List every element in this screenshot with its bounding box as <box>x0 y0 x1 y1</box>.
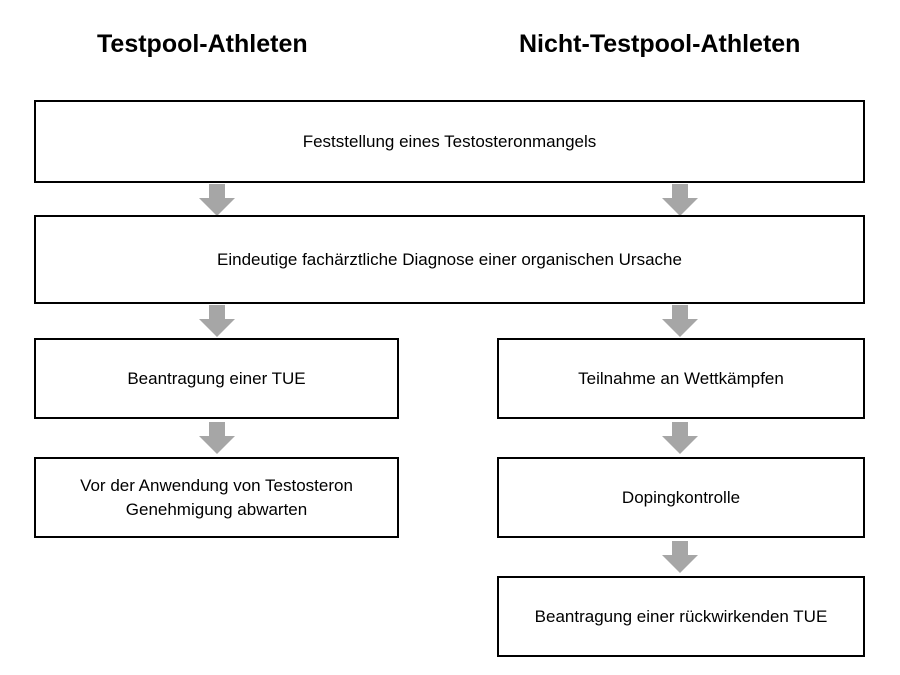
arrow-down-icon <box>662 184 698 216</box>
arrow-down-icon <box>199 184 235 216</box>
box-diagnose-label: Eindeutige fachärztliche Diagnose einer organischen Ursache <box>217 249 682 269</box>
box-rueckwirkend <box>497 576 865 657</box>
heading-testpool: Testpool-Athleten <box>97 30 308 58</box>
arrow-down-icon <box>662 422 698 454</box>
box-tue <box>34 338 399 419</box>
arrow-down-icon <box>662 305 698 337</box>
box-teilnahme-label: Teilnahme an Wettkämpfen <box>578 368 784 388</box>
box-dopingkontrolle-label: Dopingkontrolle <box>621 487 741 507</box>
box-diagnose <box>34 215 865 304</box>
box-anwendung-line1: Vor der Anwendung von Testosteron <box>80 475 353 495</box>
box-feststellung-label: Feststellung eines Testosteronmangels <box>302 131 597 151</box>
box-rueckwirkend-label: Beantragung einer rückwirkenden TUE <box>534 606 828 626</box>
box-anwendung-line2: Genehmigung abwarten <box>125 499 308 519</box>
box-tue-label: Beantragung einer TUE <box>127 368 306 388</box>
arrow-down-icon <box>199 422 235 454</box>
box-dopingkontrolle <box>497 457 865 538</box>
arrow-down-icon <box>199 305 235 337</box>
arrow-down-icon <box>662 541 698 573</box>
heading-nicht-testpool: Nicht-Testpool-Athleten <box>519 30 801 58</box>
box-anwendung <box>34 457 399 538</box>
box-feststellung <box>34 100 865 183</box>
box-teilnahme <box>497 338 865 419</box>
